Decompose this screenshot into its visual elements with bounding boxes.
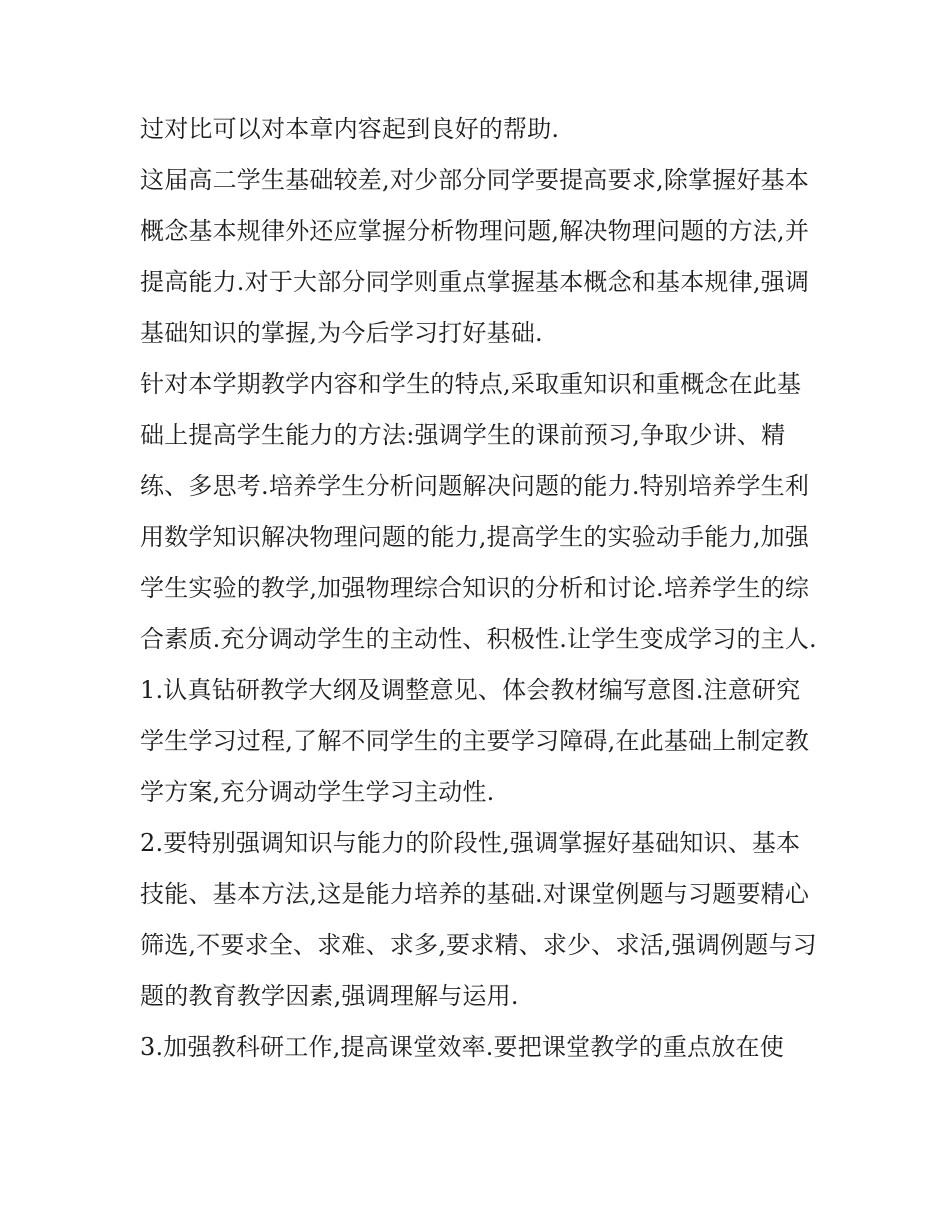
paragraph-item-3: 3.加强教科研工作,提高课堂效率.要把课堂教学的重点放在使 (140, 1033, 784, 1061)
paragraph-continuation: 过对比可以对本章内容起到良好的帮助. (140, 115, 560, 143)
paragraph-item-2: 2.要特别强调知识与能力的阶段性,强调掌握好基础知识、基本技能、基本方法,这是能力培养的基础.对课堂例题与习题要精心筛选,不要求全、求难、求多,要求精、求少、求活,强调例题与习题的教育教学因素,强调理解与运用. (140, 829, 817, 1010)
paragraph-teaching-approach: 针对本学期教学内容和学生的特点,采取重知识和重概念在此基础上提高学生能力的方法:强调学生的课前预习,争取少讲、精练、多思考.培养学生分析问题解决问题的能力.特别培养学生利用数学知识解决物理问题的能力,提高学生的实验动手能力,加强学生实验的教学,加强物理综合知识的分析和讨论.培养学生的综合素质.充分调动学生的主动性、积极性.让学生变成学习的主人. (140, 370, 817, 653)
paragraph-student-foundation: 这届高二学生基础较差,对少部分同学要提高要求,除掌握好基本概念基本规律外还应掌握分析物理问题,解决物理问题的方法,并提高能力.对于大部分同学则重点掌握基本概念和基本规律,强调基础知识的掌握,为今后学习打好基础. (140, 166, 810, 347)
paragraph-item-1: 1.认真钻研教学大纲及调整意见、体会教材编写意图.注意研究学生学习过程,了解不同学生的主要学习障碍,在此基础上制定教学方案,充分调动学生学习主动性. (140, 676, 810, 806)
document-body (140, 104, 820, 1073)
